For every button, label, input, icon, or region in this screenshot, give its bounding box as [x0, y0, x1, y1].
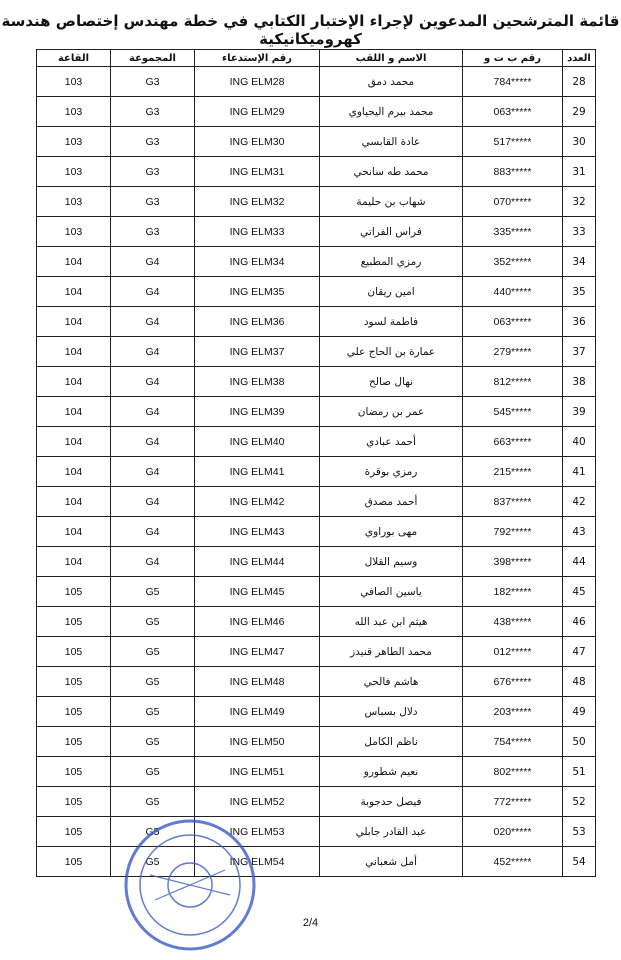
row-group: G4: [111, 517, 195, 547]
row-id: 182*****: [463, 577, 563, 607]
row-group: G5: [111, 697, 195, 727]
row-group: G4: [111, 367, 195, 397]
row-number: 45: [563, 577, 596, 607]
row-name: رمزي المطبيع: [320, 247, 463, 277]
row-name: وسيم القلال: [320, 547, 463, 577]
row-room: 104: [37, 337, 111, 367]
row-name: عمارة بن الحاج علي: [320, 337, 463, 367]
row-id: 398*****: [463, 547, 563, 577]
row-id: 215*****: [463, 457, 563, 487]
row-code: ING ELM37: [195, 337, 320, 367]
row-id: 802*****: [463, 757, 563, 787]
row-code: ING ELM39: [195, 397, 320, 427]
table-row: [37, 397, 596, 427]
row-name: نهال صالح: [320, 367, 463, 397]
row-number: 37: [563, 337, 596, 367]
row-name: ناظم الكامل: [320, 727, 463, 757]
row-name: عبد القادر جابلي: [320, 817, 463, 847]
row-name: مهى بوراوي: [320, 517, 463, 547]
row-room: 104: [37, 307, 111, 337]
table-row: [37, 667, 596, 697]
row-id: 020*****: [463, 817, 563, 847]
row-group: G5: [111, 817, 195, 847]
row-id: 754*****: [463, 727, 563, 757]
row-group: G5: [111, 787, 195, 817]
row-group: G5: [111, 637, 195, 667]
row-group: G3: [111, 97, 195, 127]
row-number: 30: [563, 127, 596, 157]
row-code: ING ELM53: [195, 817, 320, 847]
row-name: شهاب بن حليمة: [320, 187, 463, 217]
row-room: 105: [37, 697, 111, 727]
row-id: 203*****: [463, 697, 563, 727]
table-row: [37, 637, 596, 667]
row-room: 104: [37, 367, 111, 397]
row-room: 104: [37, 397, 111, 427]
row-id: 335*****: [463, 217, 563, 247]
row-room: 104: [37, 277, 111, 307]
row-group: G4: [111, 427, 195, 457]
table-row: [37, 247, 596, 277]
row-code: ING ELM54: [195, 847, 320, 877]
row-name: ياسين الصافي: [320, 577, 463, 607]
row-name: فاطمة لسود: [320, 307, 463, 337]
row-number: 35: [563, 277, 596, 307]
row-code: ING ELM33: [195, 217, 320, 247]
table-row: [37, 697, 596, 727]
table-row: [37, 277, 596, 307]
row-id: 517*****: [463, 127, 563, 157]
row-group: G4: [111, 547, 195, 577]
row-name: هيثم ابن عبد الله: [320, 607, 463, 637]
row-room: 105: [37, 727, 111, 757]
row-code: ING ELM43: [195, 517, 320, 547]
col-header-name: الاسم و اللقب: [320, 50, 463, 67]
row-number: 39: [563, 397, 596, 427]
table-row: [37, 127, 596, 157]
row-code: ING ELM48: [195, 667, 320, 697]
table-row: [37, 67, 596, 97]
row-room: 105: [37, 667, 111, 697]
row-id: 837*****: [463, 487, 563, 517]
row-group: G3: [111, 187, 195, 217]
row-number: 36: [563, 307, 596, 337]
row-code: ING ELM42: [195, 487, 320, 517]
row-room: 104: [37, 247, 111, 277]
row-name: محمد دمق: [320, 67, 463, 97]
row-room: 105: [37, 787, 111, 817]
table-row: [37, 457, 596, 487]
row-number: 53: [563, 817, 596, 847]
table-row: [37, 607, 596, 637]
row-group: G4: [111, 277, 195, 307]
page-title: قائمة المترشحين المدعوين لإجراء الإختبار الكتابي في خطة مهندس إختصاص هندسة كهروميكانيكية: [1, 12, 620, 48]
row-number: 47: [563, 637, 596, 667]
table-row: [37, 757, 596, 787]
row-name: محمد الطاهر قنيدز: [320, 637, 463, 667]
row-id: 440*****: [463, 277, 563, 307]
row-room: 105: [37, 577, 111, 607]
row-name: فراس الفراتي: [320, 217, 463, 247]
candidates-table: [36, 49, 596, 877]
row-id: 070*****: [463, 187, 563, 217]
row-room: 105: [37, 757, 111, 787]
table-header-row: [37, 50, 596, 67]
row-group: G3: [111, 67, 195, 97]
row-id: 772*****: [463, 787, 563, 817]
row-number: 28: [563, 67, 596, 97]
row-name: نعيم شطورو: [320, 757, 463, 787]
row-code: ING ELM28: [195, 67, 320, 97]
row-room: 104: [37, 427, 111, 457]
row-number: 49: [563, 697, 596, 727]
row-code: ING ELM51: [195, 757, 320, 787]
table-row: [37, 157, 596, 187]
page-number: 2/4: [302, 917, 319, 929]
row-id: 438*****: [463, 607, 563, 637]
row-id: 883*****: [463, 157, 563, 187]
row-number: 29: [563, 97, 596, 127]
row-room: 104: [37, 457, 111, 487]
row-room: 104: [37, 517, 111, 547]
row-number: 52: [563, 787, 596, 817]
row-code: ING ELM34: [195, 247, 320, 277]
row-number: 31: [563, 157, 596, 187]
row-code: ING ELM52: [195, 787, 320, 817]
row-code: ING ELM31: [195, 157, 320, 187]
row-id: 676*****: [463, 667, 563, 697]
row-id: 063*****: [463, 97, 563, 127]
table-row: [37, 577, 596, 607]
row-code: ING ELM32: [195, 187, 320, 217]
table-row: [37, 217, 596, 247]
row-name: أحمد عبادي: [320, 427, 463, 457]
row-room: 103: [37, 97, 111, 127]
row-name: محمد طه سانحي: [320, 157, 463, 187]
row-number: 34: [563, 247, 596, 277]
row-group: G4: [111, 307, 195, 337]
row-code: ING ELM38: [195, 367, 320, 397]
row-code: ING ELM45: [195, 577, 320, 607]
row-name: هاشم فالحي: [320, 667, 463, 697]
row-number: 51: [563, 757, 596, 787]
row-code: ING ELM35: [195, 277, 320, 307]
row-id: 812*****: [463, 367, 563, 397]
row-number: 38: [563, 367, 596, 397]
row-number: 41: [563, 457, 596, 487]
col-header-group: المجموعة: [111, 50, 195, 67]
row-code: ING ELM40: [195, 427, 320, 457]
row-id: 352*****: [463, 247, 563, 277]
row-room: 103: [37, 217, 111, 247]
row-number: 43: [563, 517, 596, 547]
table-row: [37, 727, 596, 757]
row-room: 104: [37, 547, 111, 577]
row-id: 792*****: [463, 517, 563, 547]
row-code: ING ELM36: [195, 307, 320, 337]
row-group: G4: [111, 457, 195, 487]
table-row: [37, 337, 596, 367]
table-row: [37, 487, 596, 517]
table-row: [37, 97, 596, 127]
table-row: [37, 307, 596, 337]
row-id: 012*****: [463, 637, 563, 667]
row-code: ING ELM44: [195, 547, 320, 577]
col-header-num: العدد: [563, 50, 596, 67]
row-number: 40: [563, 427, 596, 457]
row-room: 103: [37, 127, 111, 157]
row-room: 105: [37, 847, 111, 877]
row-code: ING ELM41: [195, 457, 320, 487]
row-group: G4: [111, 487, 195, 517]
row-number: 48: [563, 667, 596, 697]
col-header-code: رقم الإستدعاء: [195, 50, 320, 67]
col-header-room: القاعة: [37, 50, 111, 67]
row-name: رمزي بوقرة: [320, 457, 463, 487]
row-group: G5: [111, 847, 195, 877]
row-room: 105: [37, 607, 111, 637]
row-group: G3: [111, 217, 195, 247]
row-code: ING ELM30: [195, 127, 320, 157]
row-name: محمد بيرم اليحياوي: [320, 97, 463, 127]
row-group: G5: [111, 757, 195, 787]
row-group: G4: [111, 247, 195, 277]
row-number: 46: [563, 607, 596, 637]
row-code: ING ELM50: [195, 727, 320, 757]
row-group: G5: [111, 727, 195, 757]
row-name: أمل شعباني: [320, 847, 463, 877]
row-room: 105: [37, 817, 111, 847]
table-row: [37, 427, 596, 457]
row-code: ING ELM46: [195, 607, 320, 637]
row-id: 663*****: [463, 427, 563, 457]
row-group: G5: [111, 607, 195, 637]
row-id: 545*****: [463, 397, 563, 427]
row-code: ING ELM29: [195, 97, 320, 127]
row-name: عمر بن رمضان: [320, 397, 463, 427]
table-row: [37, 787, 596, 817]
row-code: ING ELM49: [195, 697, 320, 727]
row-id: 063*****: [463, 307, 563, 337]
row-number: 42: [563, 487, 596, 517]
row-number: 50: [563, 727, 596, 757]
row-number: 54: [563, 847, 596, 877]
row-name: دلال بسباس: [320, 697, 463, 727]
row-group: G4: [111, 397, 195, 427]
row-id: 452*****: [463, 847, 563, 877]
row-number: 44: [563, 547, 596, 577]
table-row: [37, 367, 596, 397]
row-number: 32: [563, 187, 596, 217]
row-name: عادة القابسي: [320, 127, 463, 157]
row-group: G3: [111, 157, 195, 187]
row-room: 103: [37, 187, 111, 217]
row-room: 103: [37, 157, 111, 187]
official-seal-stamp: [120, 815, 260, 955]
row-name: امين ريقان: [320, 277, 463, 307]
row-room: 103: [37, 67, 111, 97]
row-id: 784*****: [463, 67, 563, 97]
row-name: فيصل حدجوبة: [320, 787, 463, 817]
row-group: G5: [111, 577, 195, 607]
table-row: [37, 187, 596, 217]
row-room: 105: [37, 637, 111, 667]
row-name: أحمد مصدق: [320, 487, 463, 517]
row-group: G5: [111, 667, 195, 697]
row-number: 33: [563, 217, 596, 247]
row-group: G4: [111, 337, 195, 367]
row-id: 279*****: [463, 337, 563, 367]
row-room: 104: [37, 487, 111, 517]
row-code: ING ELM47: [195, 637, 320, 667]
row-group: G3: [111, 127, 195, 157]
table-row: [37, 517, 596, 547]
table-row: [37, 547, 596, 577]
col-header-id: رقم ب ت و: [463, 50, 563, 67]
